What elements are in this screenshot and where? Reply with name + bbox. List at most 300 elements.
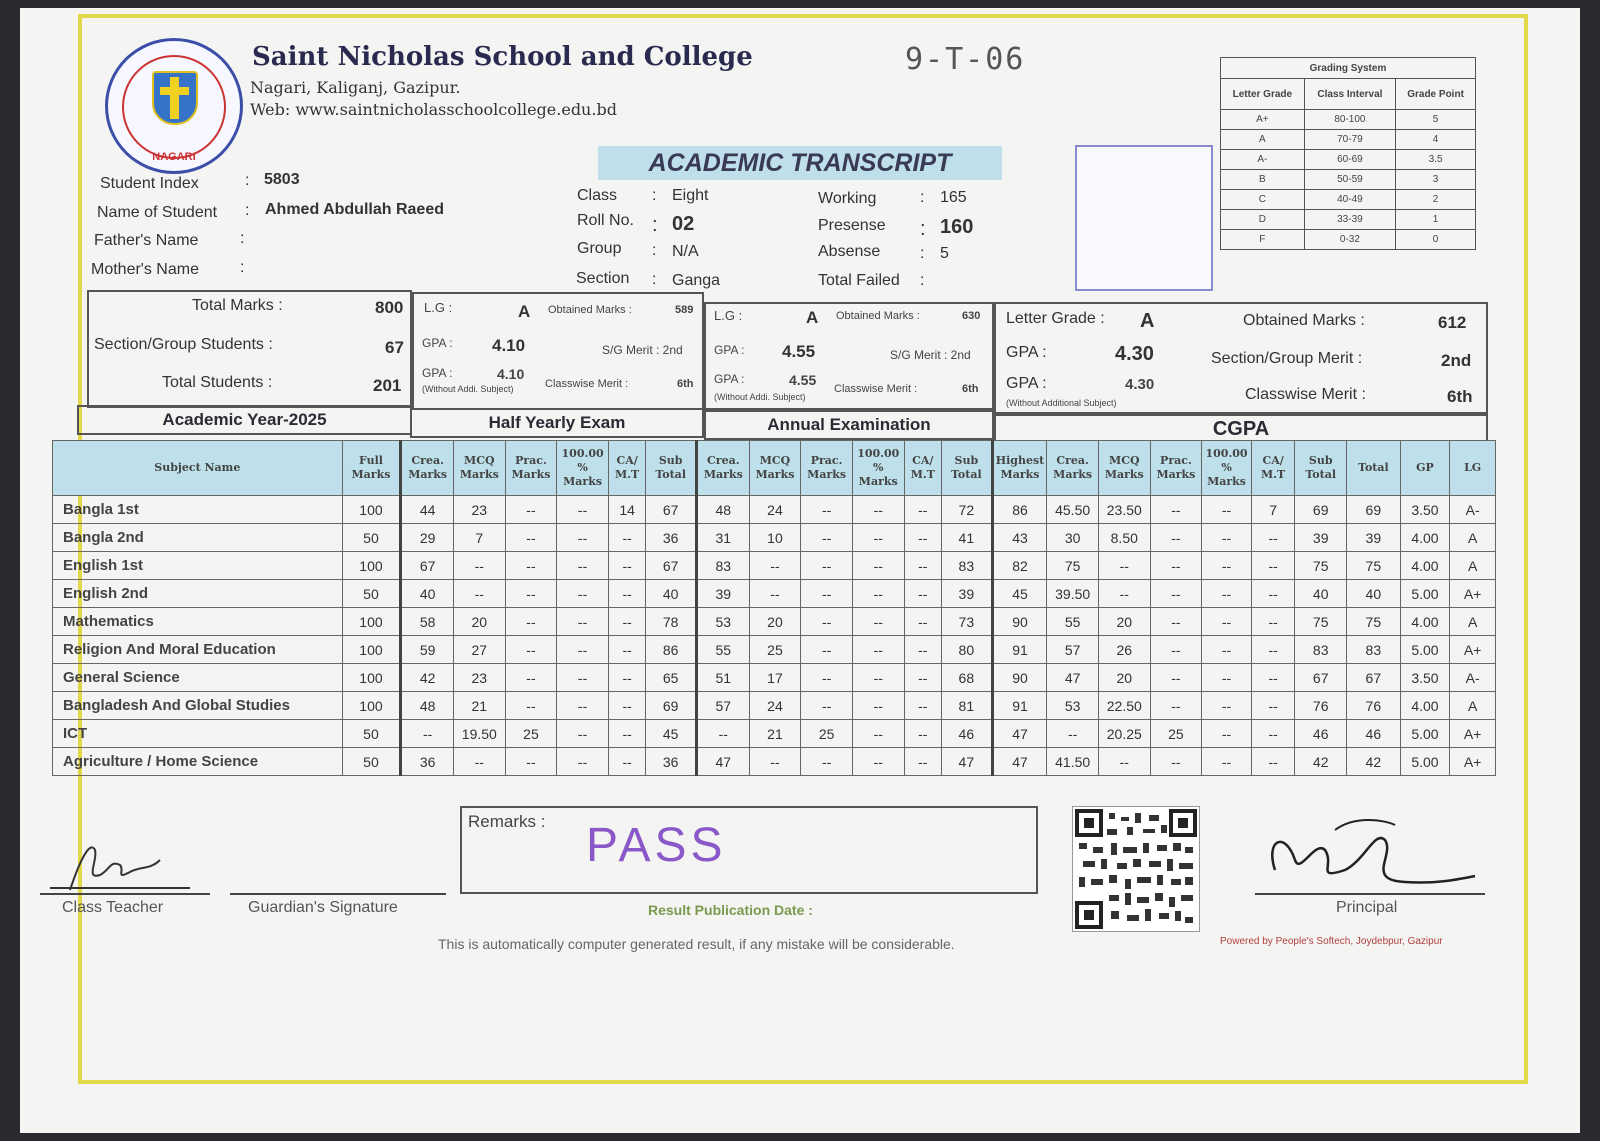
column-header: MCQ Marks [749, 441, 801, 496]
table-cell: 30 [1047, 524, 1099, 552]
table-cell: ICT [53, 720, 343, 748]
absence-label: Absense [818, 243, 881, 260]
table-cell: 31 [696, 524, 749, 552]
table-cell: -- [608, 552, 645, 580]
table-cell: -- [505, 748, 557, 776]
table-cell: 83 [1347, 636, 1401, 664]
school-name: Saint Nicholas School and College [252, 42, 753, 72]
table-cell: 55 [696, 636, 749, 664]
table-cell: -- [904, 524, 941, 552]
half-yearly-sg-merit: S/G Merit : 2nd [602, 343, 683, 357]
table-cell: -- [608, 636, 645, 664]
table-cell: Agriculture / Home Science [53, 748, 343, 776]
table-cell: 25 [1150, 720, 1202, 748]
table-cell: -- [852, 608, 904, 636]
absence-value: 5 [940, 245, 949, 262]
table-cell: 86 [646, 636, 697, 664]
grading-cell: F [1221, 230, 1305, 250]
table-cell: 3.50 [1400, 496, 1450, 524]
table-cell: 100 [342, 608, 401, 636]
table-cell: 5.00 [1400, 748, 1450, 776]
table-cell: 4.00 [1400, 552, 1450, 580]
marks-table [52, 440, 1496, 776]
table-cell: -- [1202, 720, 1252, 748]
table-cell: 7 [1251, 496, 1295, 524]
half-yearly-gpa2: 4.10 [497, 366, 525, 382]
table-cell: -- [608, 748, 645, 776]
presence-value: 160 [940, 216, 974, 238]
table-cell: Religion And Moral Education [53, 636, 343, 664]
grading-cell: 4 [1396, 130, 1476, 150]
table-cell: -- [557, 496, 609, 524]
roll-value: 02 [672, 213, 695, 235]
column-header: Prac. Marks [505, 441, 557, 496]
table-cell: -- [801, 692, 853, 720]
grading-cell: 0-32 [1304, 230, 1395, 250]
working-label: Working [818, 190, 877, 207]
grading-cell: 3.5 [1396, 150, 1476, 170]
table-cell: -- [801, 580, 853, 608]
table-cell: 42 [401, 664, 454, 692]
table-cell: 46 [1347, 720, 1401, 748]
half-yearly-title: Half Yearly Exam [410, 408, 704, 438]
column-header: Sub Total [942, 441, 993, 496]
half-yearly-obtained: 589 [675, 304, 694, 316]
table-cell: 20 [1098, 664, 1150, 692]
table-cell: -- [1202, 664, 1252, 692]
total-marks: 800 [375, 298, 404, 317]
table-cell: 4.00 [1400, 524, 1450, 552]
annual-classwise: 6th [962, 383, 979, 395]
table-cell: -- [1098, 552, 1150, 580]
table-cell: 8.50 [1098, 524, 1150, 552]
table-cell: -- [749, 552, 801, 580]
table-cell: 4.00 [1400, 608, 1450, 636]
table-cell: -- [557, 692, 609, 720]
table-cell: -- [801, 748, 853, 776]
group-label: Group [577, 240, 622, 257]
table-cell: 46 [1295, 720, 1347, 748]
table-cell: Bangladesh And Global Studies [53, 692, 343, 720]
column-header: Sub Total [646, 441, 697, 496]
table-cell: A+ [1450, 636, 1496, 664]
table-cell: 20 [1098, 608, 1150, 636]
table-cell: -- [557, 580, 609, 608]
principal-signature-icon [1255, 810, 1485, 900]
student-index: 5803 [264, 171, 300, 188]
table-cell: 53 [1047, 692, 1099, 720]
table-cell: 41.50 [1047, 748, 1099, 776]
table-cell: -- [904, 552, 941, 580]
annual-sg-merit: S/G Merit : 2nd [890, 348, 971, 362]
table-cell: 10 [749, 524, 801, 552]
table-cell: -- [852, 552, 904, 580]
table-cell: -- [505, 552, 557, 580]
table-cell: -- [505, 664, 557, 692]
table-cell: -- [1150, 496, 1202, 524]
table-cell: -- [852, 636, 904, 664]
table-cell: 45 [992, 580, 1047, 608]
table-cell: 4.00 [1400, 692, 1450, 720]
table-cell: A+ [1450, 748, 1496, 776]
roll-label: Roll No. [577, 212, 634, 229]
table-cell: 42 [1295, 748, 1347, 776]
table-cell: -- [1251, 552, 1295, 580]
table-cell: -- [1202, 748, 1252, 776]
table-cell: 75 [1295, 552, 1347, 580]
annual-gpa: 4.55 [782, 342, 816, 361]
table-cell: -- [1150, 636, 1202, 664]
table-cell: 57 [696, 692, 749, 720]
annual-obtained: 630 [962, 310, 981, 322]
table-cell: 36 [646, 524, 697, 552]
table-cell: -- [904, 664, 941, 692]
column-header: 100.00 % Marks [852, 441, 904, 496]
table-cell: -- [1150, 664, 1202, 692]
cgpa-sg-merit: 2nd [1441, 351, 1472, 370]
table-row [53, 692, 1496, 720]
table-cell: 100 [342, 496, 401, 524]
column-header: MCQ Marks [453, 441, 505, 496]
table-cell: 20 [453, 608, 505, 636]
table-cell: -- [852, 748, 904, 776]
table-cell: -- [1251, 720, 1295, 748]
table-cell: 5.00 [1400, 636, 1450, 664]
table-cell: 50 [342, 524, 401, 552]
academic-year: Academic Year-2025 [77, 405, 412, 435]
column-header: GP [1400, 441, 1450, 496]
table-cell: -- [557, 608, 609, 636]
table-cell: -- [1251, 692, 1295, 720]
table-cell: 39 [1295, 524, 1347, 552]
table-cell: 3.50 [1400, 664, 1450, 692]
table-cell: 75 [1295, 608, 1347, 636]
school-address: Nagari, Kaliganj, Gazipur. [250, 78, 461, 97]
column-header: Prac. Marks [1150, 441, 1202, 496]
table-cell: 48 [401, 692, 454, 720]
table-cell: -- [1150, 692, 1202, 720]
table-row [53, 552, 1496, 580]
table-cell: 53 [696, 608, 749, 636]
table-cell: -- [852, 580, 904, 608]
table-cell: 39.50 [1047, 580, 1099, 608]
table-cell: -- [1047, 720, 1099, 748]
table-cell: -- [557, 636, 609, 664]
table-cell: 83 [696, 552, 749, 580]
grading-cell: B [1221, 170, 1305, 190]
table-cell: 50 [342, 720, 401, 748]
total-students: 201 [373, 376, 402, 395]
table-cell: -- [608, 720, 645, 748]
table-cell: 67 [1347, 664, 1401, 692]
column-header: Crea. Marks [696, 441, 749, 496]
class-teacher-signature-icon [40, 830, 210, 900]
column-header: Crea. Marks [1047, 441, 1099, 496]
school-website: Web: www.saintnicholasschoolcollege.edu.bd [250, 100, 617, 119]
grading-cell: 1 [1396, 210, 1476, 230]
table-cell: 86 [992, 496, 1047, 524]
table-cell: 67 [1295, 664, 1347, 692]
table-cell: A- [1450, 496, 1496, 524]
table-row [53, 664, 1496, 692]
table-cell: 21 [453, 692, 505, 720]
table-cell: A+ [1450, 720, 1496, 748]
table-cell: -- [505, 496, 557, 524]
table-cell: 45.50 [1047, 496, 1099, 524]
table-cell: 17 [749, 664, 801, 692]
table-cell: 83 [1295, 636, 1347, 664]
table-cell: -- [904, 608, 941, 636]
table-cell: 40 [401, 580, 454, 608]
table-cell: -- [608, 524, 645, 552]
table-cell: -- [1098, 748, 1150, 776]
table-cell: 23.50 [1098, 496, 1150, 524]
table-cell: -- [1150, 552, 1202, 580]
column-header: Prac. Marks [801, 441, 853, 496]
table-cell: 100 [342, 636, 401, 664]
grading-cell: 70-79 [1304, 130, 1395, 150]
table-cell: 21 [749, 720, 801, 748]
table-cell: 5.00 [1400, 580, 1450, 608]
table-cell: 67 [646, 496, 697, 524]
table-cell: 23 [453, 664, 505, 692]
table-cell: 76 [1347, 692, 1401, 720]
table-cell: -- [904, 496, 941, 524]
table-cell: 45 [646, 720, 697, 748]
table-cell: -- [1251, 748, 1295, 776]
column-header: Highest Marks [992, 441, 1047, 496]
table-cell: -- [557, 552, 609, 580]
column-header: Full Marks [342, 441, 401, 496]
table-cell: -- [904, 748, 941, 776]
table-cell: 69 [646, 692, 697, 720]
table-cell: -- [1202, 524, 1252, 552]
table-cell: -- [505, 692, 557, 720]
table-cell: -- [557, 664, 609, 692]
table-cell: -- [904, 580, 941, 608]
table-cell: 39 [942, 580, 993, 608]
table-cell: -- [1150, 580, 1202, 608]
grading-cell: 50-59 [1304, 170, 1395, 190]
principal-label: Principal [1336, 899, 1398, 916]
grading-header: Grade Point [1396, 79, 1476, 110]
table-cell: -- [557, 748, 609, 776]
table-cell: 19.50 [453, 720, 505, 748]
table-cell: 41 [942, 524, 993, 552]
table-cell: -- [453, 552, 505, 580]
table-cell: 73 [942, 608, 993, 636]
table-cell: 29 [401, 524, 454, 552]
remarks-value: PASS [586, 819, 727, 872]
table-cell: 76 [1295, 692, 1347, 720]
table-cell: 24 [749, 692, 801, 720]
table-cell: 20.25 [1098, 720, 1150, 748]
table-row [53, 720, 1496, 748]
column-header: MCQ Marks [1098, 441, 1150, 496]
table-cell: 14 [608, 496, 645, 524]
grading-row [1221, 170, 1476, 190]
table-cell: General Science [53, 664, 343, 692]
table-cell: 69 [1347, 496, 1401, 524]
table-cell: -- [1251, 608, 1295, 636]
table-cell: -- [1202, 692, 1252, 720]
table-cell: -- [696, 720, 749, 748]
column-header: CA/ M.T [904, 441, 941, 496]
half-yearly-classwise: 6th [677, 378, 694, 390]
student-index-label: Student Index [100, 175, 199, 192]
table-cell: -- [453, 580, 505, 608]
table-cell: 47 [1047, 664, 1099, 692]
table-cell: A- [1450, 664, 1496, 692]
table-cell: English 1st [53, 552, 343, 580]
table-cell: -- [608, 608, 645, 636]
table-cell: 42 [1347, 748, 1401, 776]
total-marks-label: Total Marks : [192, 297, 283, 314]
table-cell: 82 [992, 552, 1047, 580]
grading-cell: 2 [1396, 190, 1476, 210]
table-cell: -- [852, 496, 904, 524]
grading-header: Class Interval [1304, 79, 1395, 110]
table-row [53, 636, 1496, 664]
table-cell: 44 [401, 496, 454, 524]
grading-cell: 60-69 [1304, 150, 1395, 170]
table-cell: 72 [942, 496, 993, 524]
table-cell: 83 [942, 552, 993, 580]
grading-cell: A+ [1221, 110, 1305, 130]
table-cell: Bangla 1st [53, 496, 343, 524]
table-cell: -- [1251, 524, 1295, 552]
table-cell: -- [505, 636, 557, 664]
table-cell: 59 [401, 636, 454, 664]
table-cell: -- [505, 580, 557, 608]
table-cell: A [1450, 524, 1496, 552]
table-cell: 69 [1295, 496, 1347, 524]
grading-row [1221, 210, 1476, 230]
table-cell: 81 [942, 692, 993, 720]
table-cell: -- [1202, 636, 1252, 664]
table-row [53, 496, 1496, 524]
table-cell: A+ [1450, 580, 1496, 608]
table-cell: -- [557, 524, 609, 552]
table-cell: 25 [749, 636, 801, 664]
section-value: Ganga [672, 272, 721, 289]
table-cell: -- [1251, 664, 1295, 692]
cgpa-gpa2: 4.30 [1125, 376, 1155, 393]
table-cell: 100 [342, 552, 401, 580]
grading-row [1221, 190, 1476, 210]
grading-cell: 80-100 [1304, 110, 1395, 130]
grading-cell: 5 [1396, 110, 1476, 130]
table-cell: -- [749, 748, 801, 776]
grading-row [1221, 230, 1476, 250]
table-cell: 48 [696, 496, 749, 524]
table-cell: 47 [992, 720, 1047, 748]
grading-cell: C [1221, 190, 1305, 210]
table-cell: 55 [1047, 608, 1099, 636]
table-cell: -- [852, 720, 904, 748]
result-publication-date: Result Publication Date : [648, 902, 813, 918]
section-students: 67 [385, 338, 404, 357]
column-header: Subject Name [53, 441, 343, 496]
table-cell: -- [1202, 552, 1252, 580]
table-cell: 25 [505, 720, 557, 748]
table-cell: 22.50 [1098, 692, 1150, 720]
table-cell: 47 [992, 748, 1047, 776]
section-students-label: Section/Group Students : [94, 336, 273, 353]
grading-row [1221, 110, 1476, 130]
table-cell: -- [852, 524, 904, 552]
column-header: Crea. Marks [401, 441, 454, 496]
remarks-box [460, 806, 1038, 894]
grading-row [1221, 130, 1476, 150]
annual-title: Annual Examination [704, 410, 994, 440]
table-cell: -- [904, 636, 941, 664]
table-row [53, 748, 1496, 776]
table-cell: 51 [696, 664, 749, 692]
table-cell: -- [401, 720, 454, 748]
handwritten-note: 9-T-06 [905, 42, 1026, 77]
table-cell: 40 [646, 580, 697, 608]
table-cell: -- [801, 496, 853, 524]
annual-lg: A [806, 308, 819, 327]
table-cell: 90 [992, 664, 1047, 692]
table-cell: -- [1098, 580, 1150, 608]
father-name-label: Father's Name [94, 232, 199, 249]
grading-cell: 40-49 [1304, 190, 1395, 210]
table-cell: 65 [646, 664, 697, 692]
table-cell: -- [505, 524, 557, 552]
table-cell: 78 [646, 608, 697, 636]
table-cell: -- [801, 636, 853, 664]
table-cell: 36 [646, 748, 697, 776]
table-cell: -- [904, 720, 941, 748]
table-cell: -- [1202, 608, 1252, 636]
table-cell: 40 [1347, 580, 1401, 608]
table-cell: -- [801, 524, 853, 552]
student-name: Ahmed Abdullah Raeed [265, 201, 444, 218]
table-cell: 5.00 [1400, 720, 1450, 748]
table-cell: -- [1202, 580, 1252, 608]
table-cell: 36 [401, 748, 454, 776]
disclaimer-text: This is automatically computer generated result, if any mistake will be considerable. [438, 936, 955, 952]
column-header: Sub Total [1295, 441, 1347, 496]
grading-cell: 0 [1396, 230, 1476, 250]
table-cell: 67 [401, 552, 454, 580]
table-cell: -- [852, 664, 904, 692]
table-cell: 75 [1347, 552, 1401, 580]
table-cell: 100 [342, 692, 401, 720]
table-cell: 58 [401, 608, 454, 636]
cgpa-obtained: 612 [1438, 313, 1467, 332]
class-label: Class [577, 187, 618, 204]
table-cell: -- [801, 552, 853, 580]
grading-header: Letter Grade [1221, 79, 1305, 110]
grading-cell: 3 [1396, 170, 1476, 190]
table-cell: 75 [1047, 552, 1099, 580]
transcript-title: ACADEMIC TRANSCRIPT [598, 146, 1002, 180]
table-cell: -- [453, 748, 505, 776]
powered-by-text: Powered by People's Softech, Joydebpur, Gazipur [1220, 936, 1443, 947]
student-name-label: Name of Student [97, 204, 218, 221]
table-cell: -- [608, 580, 645, 608]
table-cell: -- [801, 608, 853, 636]
remarks-label: Remarks : [468, 812, 546, 831]
table-cell: 24 [749, 496, 801, 524]
table-cell: 91 [992, 692, 1047, 720]
table-cell: 80 [942, 636, 993, 664]
class-value: Eight [672, 187, 709, 204]
table-cell: 100 [342, 664, 401, 692]
